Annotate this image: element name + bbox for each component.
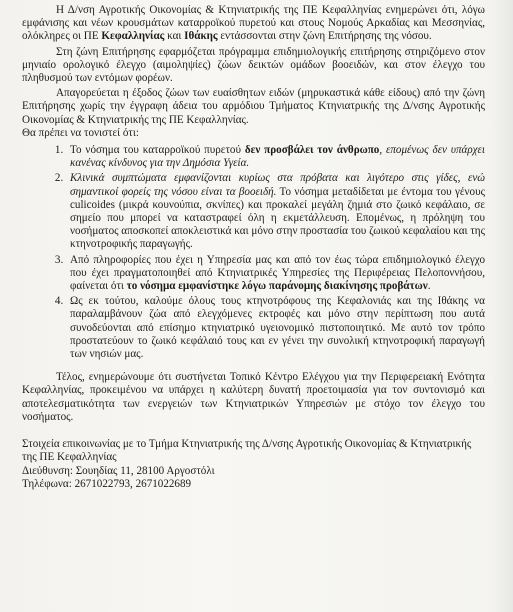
emphasis-intro: Θα πρέπει να τονιστεί ότι: — [22, 126, 139, 139]
contact-phones: Τηλέφωνα: 2671022793, 2671022689 — [22, 477, 192, 490]
paragraph-announcement — [22, 4, 485, 44]
announcement-end: εντάσσονται στην ζώνη Επιτήρησης της νόσου. — [217, 30, 432, 43]
contact-address: Διεύθυνση: Σουηδίας 11, 28100 Αργοστόλι — [22, 464, 215, 477]
contact-heading: Στοιχεία επικοινωνίας με το Τμήμα Κτηνιατρικής της Δ/νσης Αγροτικής Οικονομίας & Κτηνιατρικής της ΠΕ Κεφαλληνίας — [22, 438, 472, 464]
points-list — [22, 144, 485, 361]
ithaki-bold: Ιθάκης — [184, 30, 218, 43]
paragraph-prohibition: Απαγορεύεται η έξοδος ζώων των ευαίσθητων ειδών (μηρυκαστικά κάθε είδους) από την ζώνη Επιτήρησης χωρίς την έγγραφη άδεια του αρμόδιου Τμήματος Κτηνιατρικής της Δ/νσης Αγροτικής Οικονομίας & Κτηνιατρικής της ΠΕ Κεφαλληνίας. — [22, 87, 485, 126]
list-item-2: 2. Κλινικά συμπτώματα εμφανίζονται κυρίως στα πρόβατα και λιγότερο στις γίδες, ενώ σημαντικοί φορείς της νόσου είναι τα βοοειδή. Το νόσημα μεταδίδεται με έντομα του γένους culicoides (μικρά κουνούπια, σκνίπες) και προκαλεί μεγάλη ζημιά στο ζωικό κεφάλαιο, σε σημείο που μπορεί να καταστραφεί όλη η εκμετάλλευση. Επομένως, η πρόληψη του νοσήματος αποσκοπεί αποκλειστικά και μόνο στην προστασία του ζωικού κεφαλαίου και της κτηνοτροφικής παραγωγής. — [66, 172, 485, 251]
contact-block — [22, 438, 485, 491]
list-item-4: 4. Ως εκ τούτου, καλούμε όλους τους κτηνοτρόφους της Κεφαλονιάς και της Ιθάκης να παραλαμβάνουν ζώα από ελεγχόμενες εκτροφές και μόνο στην περίπτωση που αυτά συνοδεύονται από επίσημο κτηνιατρικό υγειονομικό πιστοποιητικό. Με αυτό τον τρόπο προστατεύουν το ζωικό κεφάλαιό τους και εν γένει την συνολική κτηνοτροφική παραγωγή των νησιών μας. — [66, 295, 485, 361]
paragraph-surveillance: Στη ζώνη Επιτήρησης εφαρμόζεται πρόγραμμα επιδημιολογικής επιτήρησης στηριζόμενο στον μηνιαίο ορολογικό έλεγχο (αιμοληψίες) ζώων δεικτών ομάδων βοοειδών, και στον έλεγχο του πληθυσμού των εντόμων φορέων. — [22, 45, 485, 85]
list-item-1: 1. Το νόσημα του καταρροϊκού πυρετού δεν προσβάλει τον άνθρωπο, επομένως δεν υπάρχει κανένας κίνδυνος για την Δημόσια Υγεία. — [66, 144, 485, 170]
list-item-3: 3. Από πληροφορίες που έχει η Υπηρεσία μας και από τον έως τώρα επιδημιολογικό έλεγχο που έχει πραγματοποιηθεί από Κτηνιατρικές Υπηρεσίες της Περιφέρειας Πελοποννήσου, φαίνεται ότι το νόσημα εμφανίστηκε λόγω παράνομης διακίνησης προβάτων. — [66, 254, 485, 294]
kefallinia-bold: Κεφαλληνίας — [101, 30, 165, 43]
scan-edge-shadow — [491, 0, 513, 612]
paragraph-closing: Τέλος, ενημερώνουμε ότι συστήνεται Τοπικό Κέντρο Ελέγχου για την Περιφερειακή Ενότητα Κεφαλληνίας, προκειμένου να υπάρχει η καλύτερη δυνατή προετοιμασία για τον συντονισμό και αποτελεσματικότητα των ενεργειών των Κτηνιατρικών Υπηρεσιών με στόχο τον έλεγχο του νοσήματος. — [22, 371, 485, 423]
conjunction-text: και — [164, 30, 185, 43]
announcement-text: Η Δ/νση Αγροτικής Οικονομίας & Κτηνιατρικής της ΠΕ Κεφαλληνίας ενημερώνει ότι, λόγω εμφάνισης και νέων κρουσμάτων καταρροϊκού πυρετού και στους Νομούς Αρκαδίας και Μεσσηνίας, ολόκληρες οι ΠΕ — [22, 4, 485, 43]
